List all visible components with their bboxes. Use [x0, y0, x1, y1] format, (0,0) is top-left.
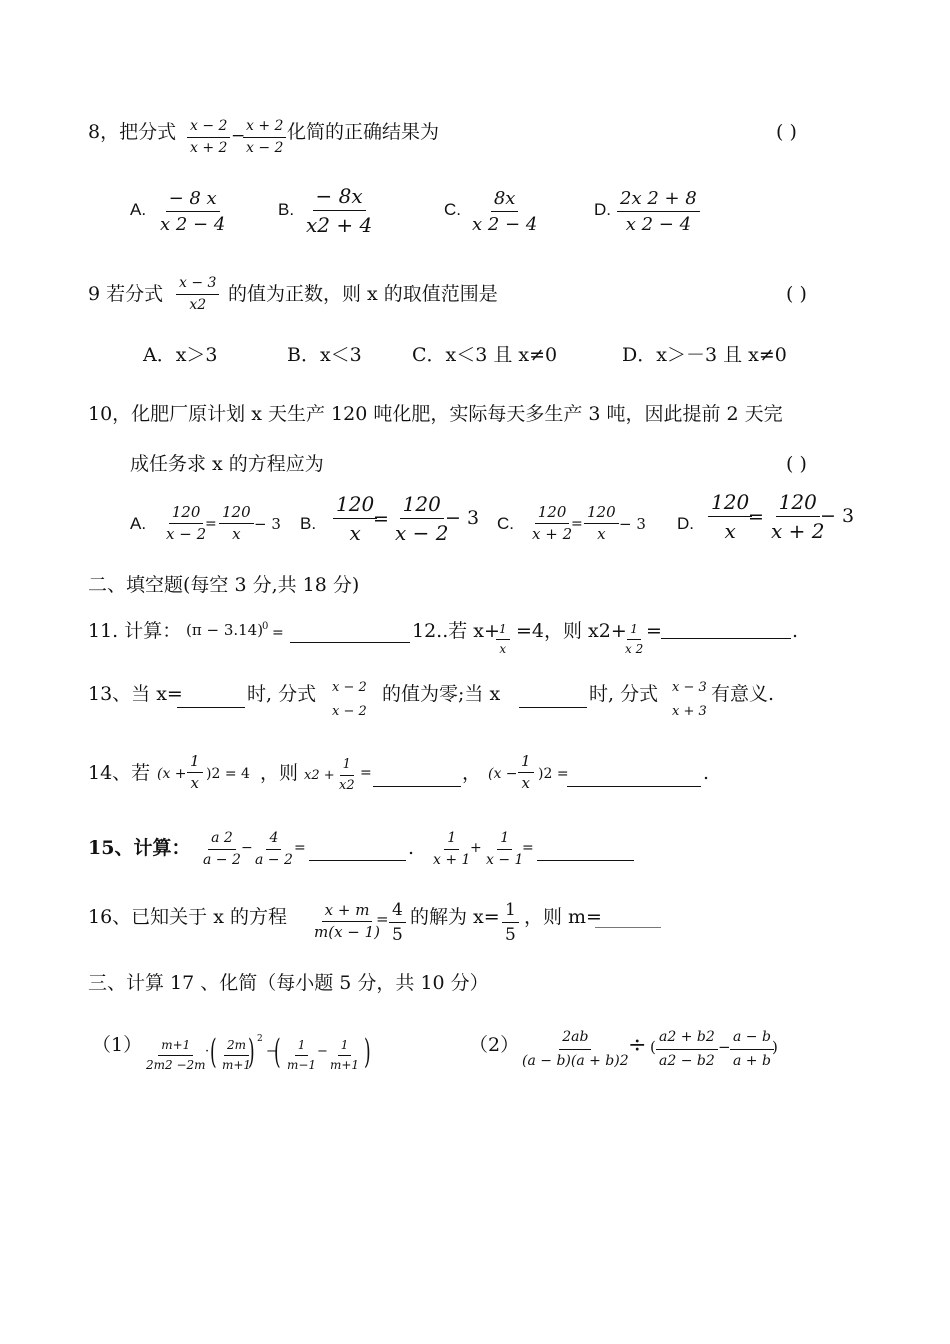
q10-a-minus3: − 3: [254, 515, 281, 533]
q12-fraction-2: $\frac{1}{x 2}$: [625, 622, 644, 656]
q8-option-c: C.: [444, 200, 461, 219]
q14-fraction-2: $\frac{1}{x2}$: [339, 757, 355, 793]
q10-d-equals: =: [748, 506, 764, 528]
q14-blank-2: [567, 786, 701, 787]
q14-period: .: [703, 762, 710, 784]
q10-b-rhs: $\frac{120}{x - 2}$: [395, 492, 449, 545]
q14-fraction-3: $\frac{1}{x}$: [518, 753, 534, 792]
q15-blank-2: [537, 860, 634, 861]
q17-1-rparen-1: ): [248, 1032, 255, 1072]
q10-option-a: A.: [130, 514, 147, 533]
q17-2-fraction-g: $\frac{a - b}{a + b}$: [730, 1028, 774, 1071]
q16-fraction-1: $\frac{x + m}{m(x - 1)}$: [314, 901, 381, 941]
q10-line-2: 成任务求 x 的方程应为: [130, 453, 324, 475]
q17-part-2-label: （2）: [469, 1034, 520, 1056]
q16-fraction-3: $\frac{1}{5}$: [502, 900, 519, 945]
q13-text-d: 时, 分式: [589, 683, 659, 705]
q14-square-2: )2 =: [538, 766, 569, 782]
q8-fraction-2: $\frac{x + 2}{x - 2}$: [243, 118, 286, 157]
q9-option-c: C．x＜3 且 x≠0: [412, 344, 558, 366]
q8-fraction-1: $\frac{x - 2}{x + 2}$: [187, 118, 230, 157]
q9-answer-paren: ( ): [786, 283, 807, 305]
q12-equals: =: [646, 620, 662, 642]
q15-fraction-4: $\frac{1}{x - 1}$: [486, 830, 524, 868]
q13-blank-1: [177, 707, 245, 708]
q10-option-c: C.: [497, 514, 514, 533]
q17-2-divide: ÷: [628, 1033, 647, 1058]
q17-1-fraction-a: $\frac{m+1}{2m2 -2m}$: [146, 1038, 206, 1072]
q17-1-lparen-2: (: [274, 1032, 281, 1072]
q14-square-eq: )2 = 4: [206, 766, 250, 782]
q9-option-b: B．x＜3: [287, 344, 362, 366]
q14-blank-1: [373, 786, 461, 787]
q17-1-minus-2: −: [317, 1044, 328, 1059]
q14-expr-1: (x +: [157, 766, 187, 782]
q17-2-fraction-e: $\frac{2ab}{(a - b)(a + b)2}$: [522, 1029, 629, 1069]
q14-then: ，则: [260, 762, 299, 784]
q9-tail: 的值为正数，则 x 的取值范围是: [228, 283, 498, 305]
q11-equals: =: [272, 625, 284, 641]
q10-b-lhs: $\frac{120}{x}$: [333, 492, 377, 545]
q13-text-e: 有意义.: [711, 683, 775, 705]
q8-option-c-fraction: $\frac{8x}{x 2 - 4}$: [472, 188, 538, 235]
q10-a-rhs: $\frac{120}{x}$: [219, 504, 254, 543]
q11-label: 11. 计算：: [88, 620, 182, 642]
q13-fraction-1: x − 2 x − 2: [332, 680, 367, 719]
q9-fraction: $\frac{x - 3}{x2}$: [176, 275, 219, 314]
q14-fraction-1: $\frac{1}{x}$: [187, 753, 203, 792]
q12-period: .: [792, 620, 799, 642]
q16-text-c: ，则 m=: [524, 906, 602, 928]
q13-blank-2: [519, 707, 587, 708]
q10-line-1: 10，化肥厂原计划 x 天生产 120 吨化肥，实际每天多生产 3 吨，因此提前 2 天完: [88, 403, 783, 425]
q17-1-square: 2: [257, 1034, 263, 1044]
q9-option-d: D．x＞－3 且 x≠0: [622, 344, 787, 366]
q10-option-d: D.: [677, 514, 694, 533]
q17-1-lparen-1: (: [210, 1032, 217, 1072]
q10-b-minus3: − 3: [445, 507, 480, 529]
q8-option-d-fraction: $\frac{2x 2 + 8}{x 2 - 4}$: [617, 188, 700, 235]
q16-answer-blank: [595, 927, 661, 928]
q15-period: .: [408, 837, 415, 859]
q17-1-minus: −: [266, 1044, 277, 1059]
q13-text-b: 时, 分式: [247, 683, 317, 705]
q8-label: 8，把分式: [88, 121, 177, 143]
q14-equals: =: [360, 765, 372, 781]
q10-c-rhs: $\frac{120}{x}$: [584, 504, 619, 543]
q17-2-open-paren: (: [650, 1038, 656, 1056]
q17-1-fraction-d: $\frac{1}{m+1}$: [330, 1038, 360, 1072]
q10-d-rhs: $\frac{120}{x + 2}$: [771, 490, 825, 543]
q15-minus: −: [241, 840, 253, 856]
q14-expr-2: (x −: [488, 766, 518, 782]
q10-c-minus3: − 3: [619, 515, 646, 533]
q15-equals: =: [294, 840, 306, 856]
q15-plus: +: [470, 840, 482, 856]
q10-d-lhs: $\frac{120}{x}$: [708, 490, 752, 543]
q15-fraction-3: $\frac{1}{x + 1}$: [433, 830, 471, 868]
q15-label: 15、计算：: [88, 837, 191, 859]
q8-option-a: A.: [130, 200, 147, 219]
q8-option-d: D.: [594, 200, 611, 219]
q12-answer-blank: [661, 638, 791, 639]
q10-b-equals: =: [373, 508, 389, 530]
q14-x2-plus: x2 +: [304, 768, 335, 783]
q14-label: 14、若: [88, 762, 151, 784]
q16-fraction-2: $\frac{4}{5}$: [389, 900, 406, 945]
q8-option-b-fraction: $\frac{- 8x}{x2 + 4}$: [306, 184, 373, 237]
q10-a-lhs: $\frac{120}{x - 2}$: [166, 503, 207, 543]
q9-option-a: A．x＞3: [143, 344, 218, 366]
q17-2-fraction-f: $\frac{a2 + b2}{a2 - b2}$: [656, 1028, 718, 1071]
q8-option-b: B.: [278, 200, 295, 219]
q17-1-dot: ·: [205, 1044, 210, 1059]
q17-1-rparen-2: ): [364, 1032, 371, 1072]
q16-label: 16、已知关于 x 的方程: [88, 906, 287, 928]
q17-part-1-label: （1）: [92, 1034, 143, 1056]
q17-2-minus: −: [718, 1038, 731, 1056]
q15-blank-1: [309, 860, 406, 861]
q8-answer-paren: ( ): [776, 121, 797, 143]
q10-answer-paren: ( ): [786, 453, 807, 475]
q17-1-fraction-b: $\frac{2m}{m+1}$: [222, 1038, 252, 1072]
q16-equals: =: [376, 910, 389, 928]
q14-comma: ，: [462, 762, 482, 784]
q16-text-b: 的解为 x=: [410, 906, 500, 928]
q15-fraction-1: $\frac{a 2}{a - 2}$: [203, 830, 241, 868]
q12-fraction-1: $\frac{1}{x}$: [496, 622, 510, 657]
q17-1-fraction-c: $\frac{1}{m-1}$: [287, 1038, 317, 1072]
q11-exponent: 0: [262, 621, 269, 632]
q13-text-c: 的值为零;当 x: [382, 683, 501, 705]
q8-tail: 化简的正确结果为: [287, 121, 440, 143]
q12-label: 12..若 x+: [412, 620, 500, 642]
q12-middle: =4，则 x2+: [516, 620, 627, 642]
q17-2-close-paren: ): [772, 1038, 778, 1056]
q9-label: 9 若分式: [88, 283, 164, 305]
q15-equals-2: =: [522, 840, 534, 856]
section-3-heading: 三、计算 17 、化简（每小题 5 分，共 10 分）: [88, 972, 489, 994]
q8-option-a-fraction: $\frac{- 8 x}{x 2 - 4}$: [160, 188, 226, 235]
q11-expression: (π − 3.14): [186, 621, 264, 639]
q10-a-equals: =: [205, 516, 217, 532]
q13-label: 13、当 x=: [88, 683, 183, 705]
q11-answer-blank: [290, 642, 410, 643]
section-2-heading: 二、填空题(每空 3 分,共 18 分): [88, 574, 360, 596]
q10-c-equals: =: [571, 516, 583, 532]
q13-fraction-2: x − 3 x + 3: [672, 680, 707, 719]
q10-option-b: B.: [300, 514, 317, 533]
q15-fraction-2: $\frac{4}{a - 2}$: [255, 830, 293, 868]
q8-minus: −: [231, 126, 246, 146]
q10-d-minus3: − 3: [820, 505, 855, 527]
q10-c-lhs: $\frac{120}{x + 2}$: [532, 503, 573, 543]
